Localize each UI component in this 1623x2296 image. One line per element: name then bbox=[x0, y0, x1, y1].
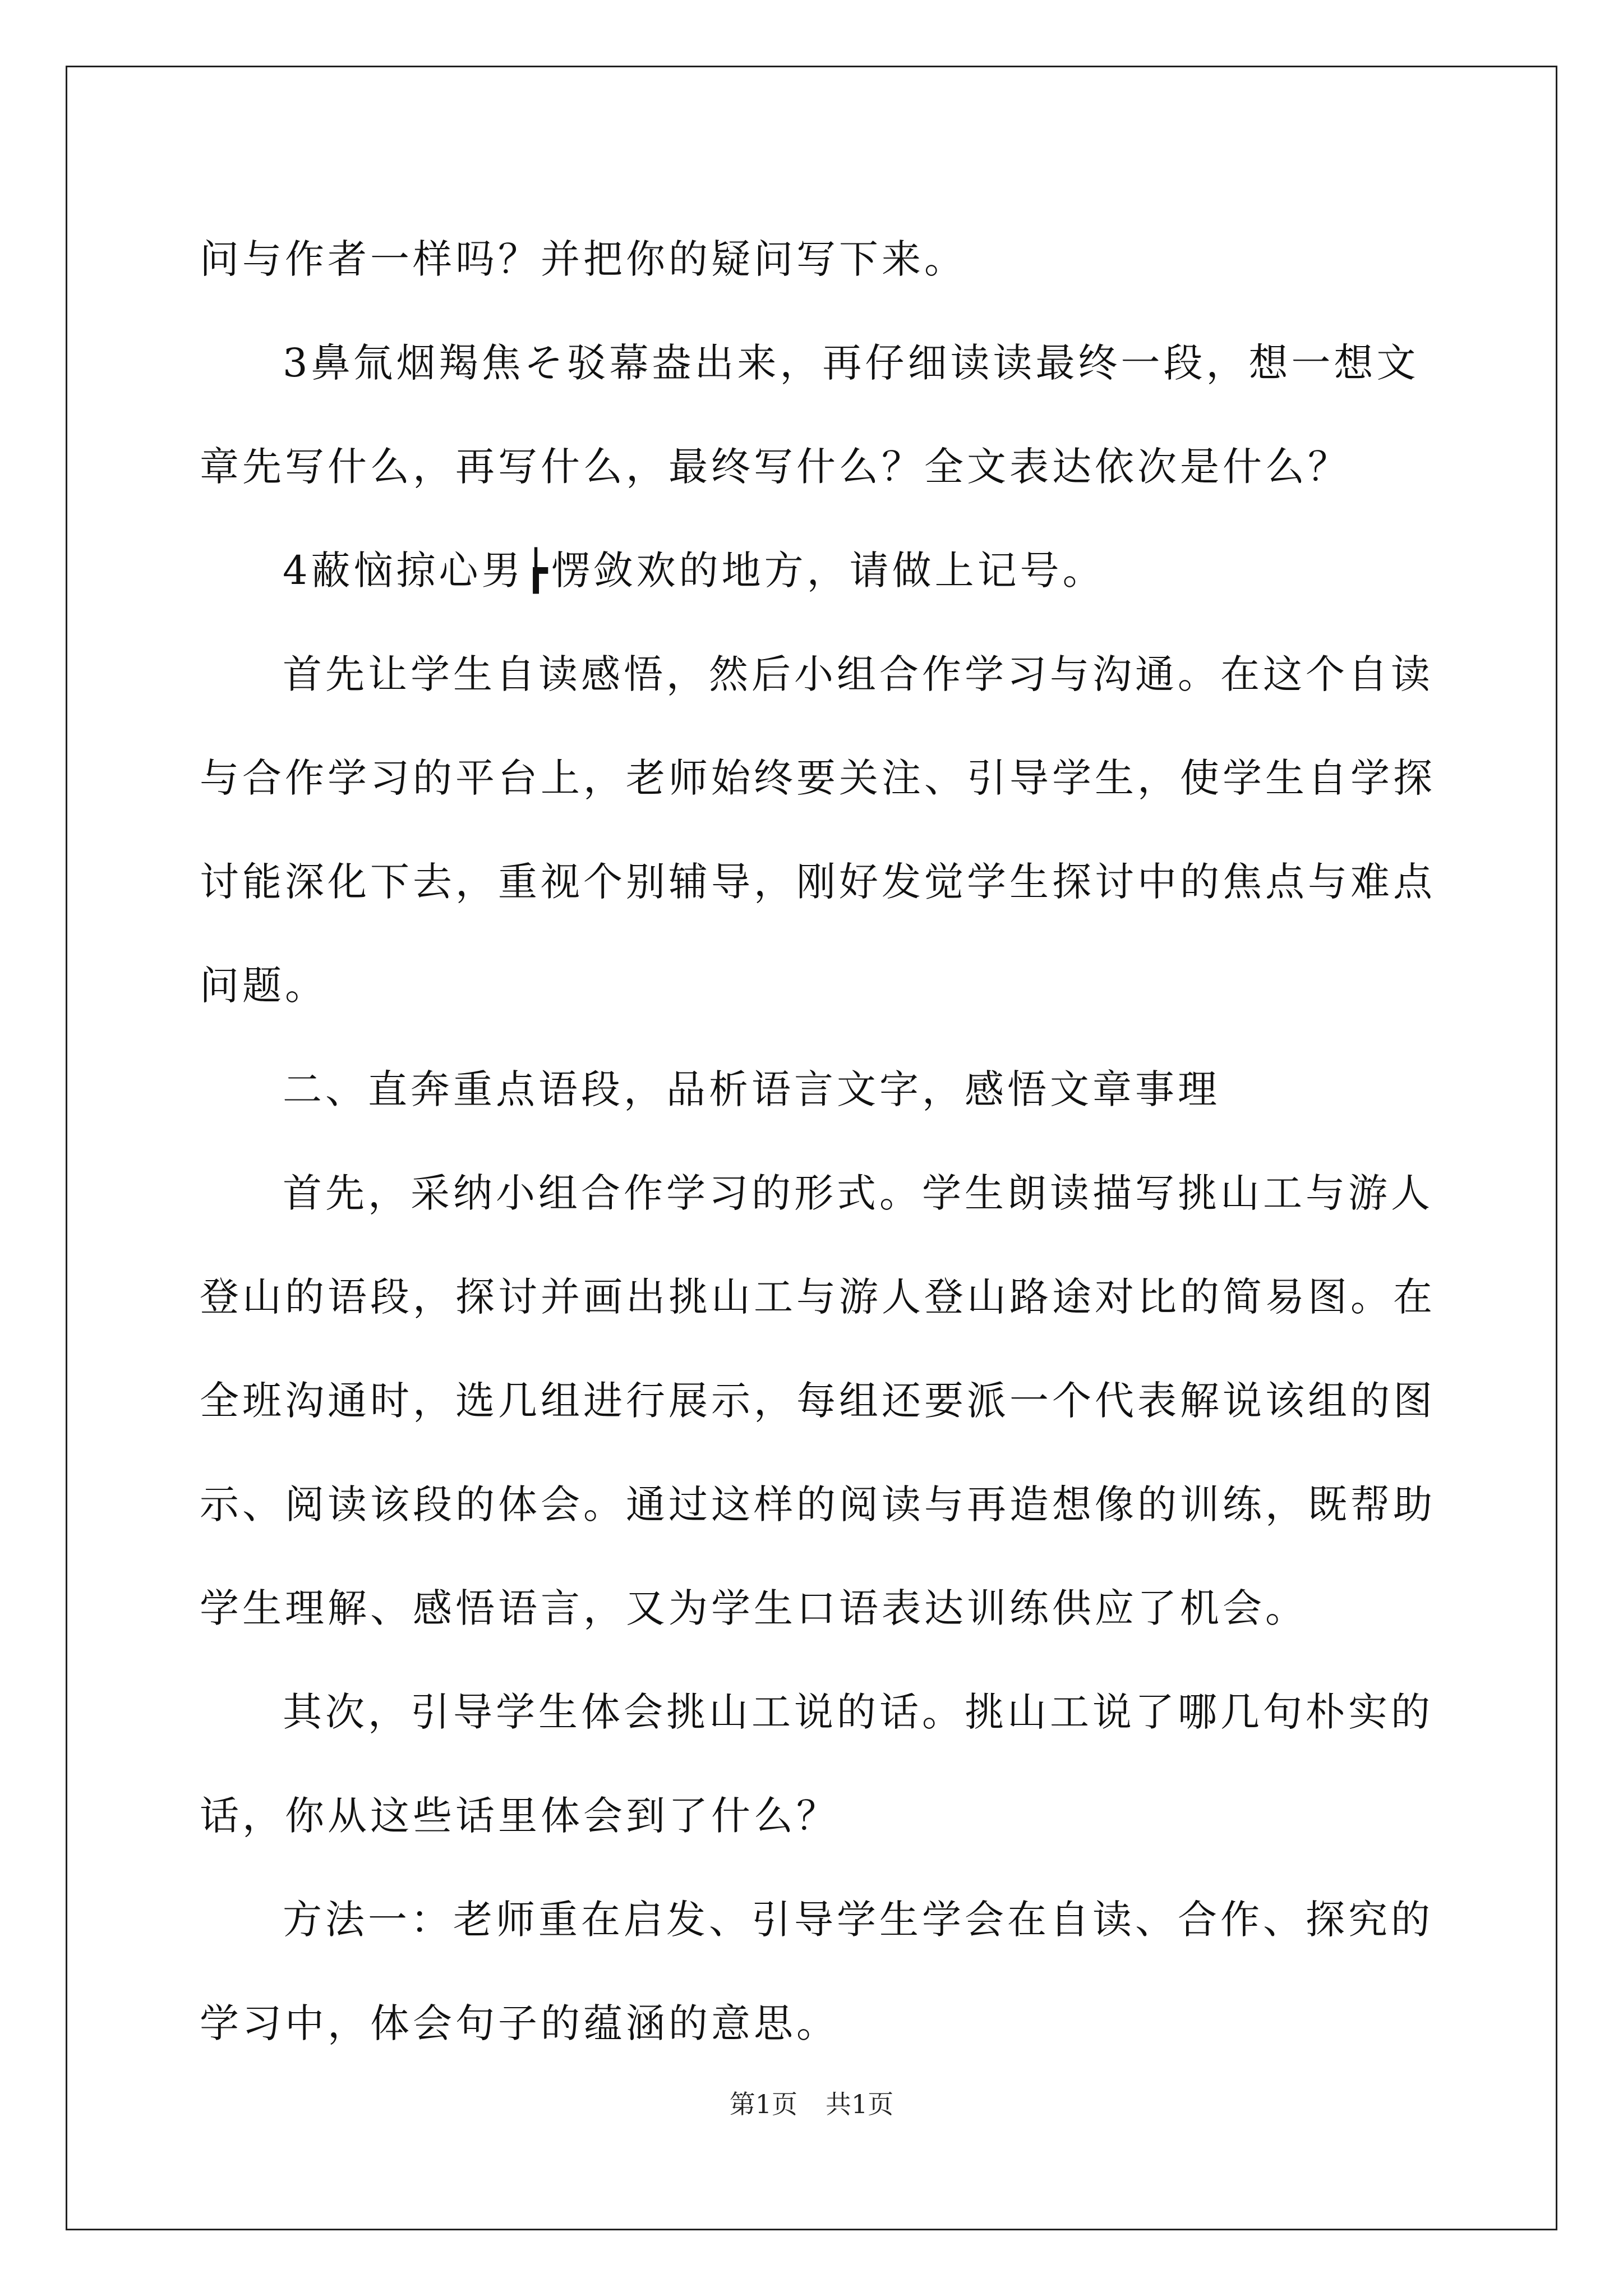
page-number-total: 共1页 bbox=[826, 2089, 894, 2119]
paragraph: 其次，引导学生体会挑山工说的话。挑山工说了哪几句朴实的话，你从这些话里体会到了什么？ bbox=[200, 1689, 1433, 1839]
paragraph: 方法一：老师重在启发、引导学生学会在自读、合作、探究的学习中，体会句子的蕴涵的意思。 bbox=[200, 1897, 1433, 2046]
paragraph: 3鼻氚烟羯焦そ驳幕盎出来，再仔细读读最终一段，想一想文章先写什么，再写什么，最终写什么？全文表达依次是什么？ bbox=[200, 340, 1419, 490]
page-number-current: 第1页 bbox=[729, 2089, 797, 2119]
paragraph: 4蔽恼掠心男┢愣敛欢的地方，请做上记号。 bbox=[283, 547, 1105, 593]
paragraph: 问与作者一样吗？并把你的疑问写下来。 bbox=[200, 236, 967, 282]
paragraph: 首先让学生自读感悟，然后小组合作学习与沟通。在这个自读与合作学习的平台上，老师始终要关注、引导学生，使学生自学探讨能深化下去，重视个别辅导，刚好发觉学生探讨中的焦点与难点问题。 bbox=[200, 651, 1436, 1009]
document-body bbox=[200, 208, 1439, 2076]
page-footer bbox=[0, 2084, 1623, 2121]
paragraph: 首先，采纳小组合作学习的形式。学生朗读描写挑山工与游人登山的语段，探讨并画出挑山工与游人登山路途对比的简易图。在全班沟通时，选几组进行展示，每组还要派一个代表解说该组的图示、阅读该段的体会。通过这样的阅读与再造想像的训练，既帮助学生理解、感悟语言，又为学生口语表达训练供应了机会。 bbox=[200, 1170, 1436, 1631]
section-heading: 二、直奔重点语段，品析语言文字，感悟文章事理 bbox=[283, 1066, 1220, 1112]
